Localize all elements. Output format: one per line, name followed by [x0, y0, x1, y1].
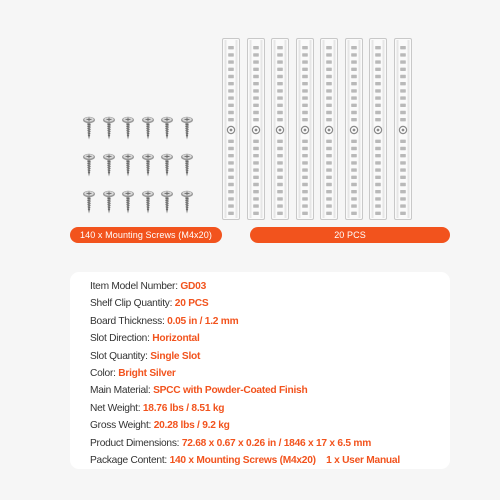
screw-icon — [121, 190, 135, 214]
shelf-rail-icon — [320, 38, 338, 220]
shelf-rail-icon — [345, 38, 363, 220]
spec-label: Main Material: — [90, 385, 154, 397]
screw-icon — [160, 190, 174, 214]
spec-value: 20.28 lbs / 9.2 kg — [153, 420, 230, 432]
screw-icon — [102, 153, 116, 177]
screw-icon — [180, 153, 194, 177]
rails-quantity-badge: 20 PCS — [250, 227, 450, 243]
spec-row — [90, 348, 400, 365]
screw-icon — [102, 116, 116, 140]
spec-value: 140 x Mounting Screws (M4x20) 1 x User Manual — [169, 454, 400, 466]
specifications-list — [90, 278, 400, 469]
screw-icon — [141, 190, 155, 214]
shelf-rail-icon — [394, 38, 412, 220]
spec-row — [90, 452, 400, 469]
spec-row — [90, 382, 400, 399]
shelf-rail-icon — [222, 38, 240, 220]
spec-row — [90, 278, 400, 295]
screw-icon — [121, 153, 135, 177]
screw-icon — [180, 116, 194, 140]
screw-icon — [141, 116, 155, 140]
spec-row — [90, 417, 400, 434]
spec-row — [90, 400, 400, 417]
spec-value: Single Slot — [150, 350, 201, 362]
spec-value: Horizontal — [152, 333, 200, 345]
spec-label: Board Thickness: — [90, 315, 168, 327]
screw-icon — [121, 116, 135, 140]
spec-label: Net Weight: — [90, 402, 143, 414]
spec-label: Gross Weight: — [90, 420, 154, 432]
shelf-rail-icon — [271, 38, 289, 220]
screw-icon — [160, 116, 174, 140]
spec-value: 0.05 in / 1.2 mm — [167, 315, 239, 327]
spec-row — [90, 365, 400, 382]
spec-value: 18.76 lbs / 8.51 kg — [142, 402, 225, 414]
spec-value: 72.68 x 0.67 x 0.26 in / 1846 x 17 x 6.5 mm — [181, 437, 372, 449]
spec-label: Package Content: — [90, 454, 170, 466]
spec-value: Bright Silver — [118, 367, 176, 379]
spec-label: Slot Quantity: — [90, 350, 151, 362]
screw-icon — [102, 190, 116, 214]
spec-value: 20 PCS — [174, 298, 209, 310]
spec-row — [90, 295, 400, 312]
spec-value: SPCC with Powder-Coated Finish — [153, 385, 308, 397]
shelf-rail-icon — [247, 38, 265, 220]
shelf-rail-icon — [296, 38, 314, 220]
spec-row — [90, 330, 400, 347]
shelf-rail-icon — [369, 38, 387, 220]
spec-label: Slot Direction: — [90, 333, 153, 345]
screw-icon — [82, 190, 96, 214]
spec-value: GD03 — [180, 281, 206, 292]
spec-label: Color: — [90, 367, 119, 379]
shelf-rails-illustration — [222, 38, 430, 220]
screw-icon — [141, 153, 155, 177]
screw-icon — [160, 153, 174, 177]
spec-label: Item Model Number: — [90, 281, 181, 292]
spec-row — [90, 435, 400, 452]
spec-row — [90, 313, 400, 330]
spec-label: Product Dimensions: — [90, 437, 182, 449]
screw-icon — [180, 190, 194, 214]
screw-icon — [82, 153, 96, 177]
screws-caption-badge: 140 x Mounting Screws (M4x20) — [70, 227, 222, 243]
spec-label: Shelf Clip Quantity: — [90, 298, 175, 310]
specifications-panel — [70, 272, 450, 469]
screws-illustration — [82, 116, 212, 222]
screw-icon — [82, 116, 96, 140]
